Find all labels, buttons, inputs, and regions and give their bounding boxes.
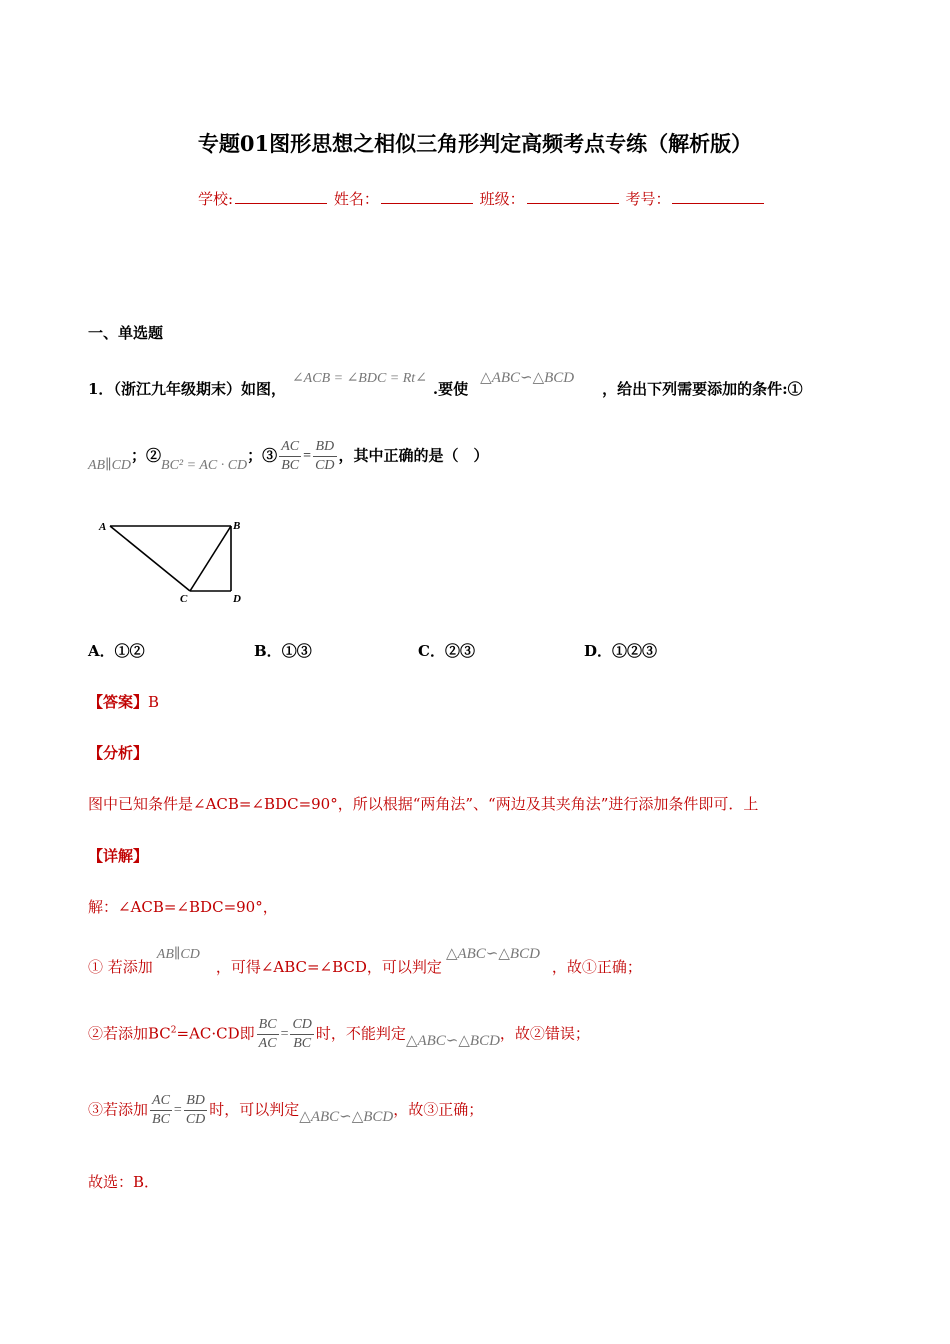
detail-final: 故选：B． [88, 1173, 160, 1191]
detail-1-math-2: △ABC∽△BCD [445, 946, 540, 962]
segment-bc [190, 526, 231, 591]
detail-2-c: 时，不能判定 [315, 1024, 406, 1043]
detail-2-frac-1 [257, 1016, 279, 1053]
number-blank [672, 189, 764, 204]
student-info-line [198, 188, 766, 209]
option-c[interactable] [418, 640, 475, 661]
detail-1-math-1: AB∥CD [156, 947, 200, 962]
detail-3-c: ，故③正确； [393, 1100, 484, 1119]
option-a-letter: A． [88, 642, 115, 660]
cond3-num-1: AC [279, 438, 301, 457]
sep-1: ；② [131, 446, 162, 465]
class-blank [527, 189, 619, 204]
question-conditions: ，给出下列需要添加的条件:① [602, 380, 803, 398]
detail-line-1 [88, 946, 642, 977]
detail-line-2: ②若添加$BC^2=AC\cdot CD$即 $\frac{BC}{AC}$ = $\frac{CD}{BC}$ 时，不能判定△ABC∽△BCD，故②错误； [88, 1017, 590, 1051]
detail-2-den-2: BC [293, 1036, 312, 1051]
detail-3-num-2: BD [184, 1092, 207, 1111]
detail-1-b: ，可得∠ABC=∠BCD，可以判定 [215, 958, 442, 976]
question-tail: ，其中正确的是（ ） [338, 446, 489, 465]
label-b: B [233, 520, 241, 532]
cond3-den-1: BC [281, 458, 300, 473]
class-label: 班级： [479, 190, 525, 208]
name-blank [381, 189, 473, 204]
detail-line-3: ③若添加 $\frac{AC}{BC}$ = $\frac{BD}{CD}$ 时，可以判定△ABC∽△BCD，故③正确； [88, 1093, 484, 1127]
option-b-text: ①③ [281, 642, 312, 660]
sep-2: ；③ [247, 446, 278, 465]
math-given: ∠ACB = ∠BDC = Rt∠ [291, 371, 427, 386]
detail-2-num-1: BC [257, 1016, 279, 1035]
option-d-letter: D． [584, 642, 613, 660]
cond3-frac-right [313, 438, 336, 475]
question-number: 1． [88, 380, 114, 398]
analysis-label: 【分析】 [88, 744, 149, 762]
option-c-text: ②③ [444, 642, 475, 660]
option-d-text: ①②③ [612, 642, 658, 660]
detail-line-0: 解：∠ACB=∠BDC=90°， [88, 898, 278, 916]
label-c: C [180, 593, 188, 605]
question-want: .要使 [432, 380, 469, 398]
detail-3-den-2: CD [185, 1112, 206, 1127]
label-a: A [99, 521, 107, 533]
question-line-1 [88, 370, 803, 399]
detail-3-math: △ABC∽△BCD [299, 1108, 394, 1125]
option-b[interactable] [254, 640, 312, 661]
answer-label: 【答案】 [88, 693, 149, 711]
number-label: 考号： [625, 190, 671, 208]
detail-2-a: ②若添加BC [88, 1024, 171, 1043]
detail-3-frac-1 [150, 1092, 172, 1129]
detail-1-a: ① 若添加 [88, 958, 153, 976]
section-heading: 一、单选题 [88, 324, 164, 342]
detail-3-num-1: AC [150, 1092, 172, 1111]
detail-3-a: ③若添加 [88, 1100, 149, 1119]
segment-ac [110, 526, 190, 591]
math-target: △ABC∽△BCD [480, 370, 575, 386]
detail-2-b: =AC·CD即 [176, 1024, 255, 1043]
answer-line [88, 691, 159, 712]
option-b-letter: B． [254, 642, 282, 660]
option-c-letter: C． [418, 642, 445, 660]
detail-3-den-1: BC [152, 1112, 170, 1127]
cond3-frac-left [279, 438, 301, 475]
detail-3-frac-2 [184, 1092, 207, 1129]
label-d: D [233, 593, 241, 605]
condition-2: BC² = AC · CD [161, 457, 248, 473]
option-a-text: ①② [114, 642, 145, 660]
condition-1: AB∥CD [88, 457, 132, 473]
detail-2-frac-2 [290, 1016, 313, 1053]
detail-2-sup: 2 [170, 1025, 177, 1036]
detail-2-math: △ABC∽△BCD [405, 1032, 500, 1049]
school-blank [235, 189, 327, 204]
cond3-den-2: CD [315, 458, 335, 473]
detail-2-d: ，故②错误； [499, 1024, 590, 1043]
detail-3-b: 时，可以判定 [209, 1100, 300, 1119]
detail-2-num-2: CD [290, 1016, 313, 1035]
detail-label: 【详解】 [88, 847, 149, 865]
detail-1-c: ，故①正确； [551, 958, 642, 976]
page-title: 专题01图形思想之相似三角形判定高频考点专练（解析版） [197, 131, 753, 156]
detail-2-den-1: AC [258, 1036, 277, 1051]
question-source: （浙江九年级期末）如图， [113, 380, 286, 398]
triangle-figure [96, 512, 256, 608]
answer-value: B [148, 693, 160, 711]
question-line-2: AB∥CD；②BC² = AC · CD；③ $\frac{AC}{BC}$ = $\frac{BD}{CD}$ ，其中正确的是（ ） [88, 439, 489, 473]
name-label: 姓名： [333, 190, 379, 208]
cond3-num-2: BD [313, 438, 336, 457]
school-label: 学校: [198, 190, 234, 208]
analysis-text: 图中已知条件是∠ACB=∠BDC=90°，所以根据“两角法”、“两边及其夹角法”进行添加条件即可．上 [88, 795, 759, 813]
option-a[interactable] [88, 640, 145, 661]
option-d[interactable] [584, 640, 657, 661]
